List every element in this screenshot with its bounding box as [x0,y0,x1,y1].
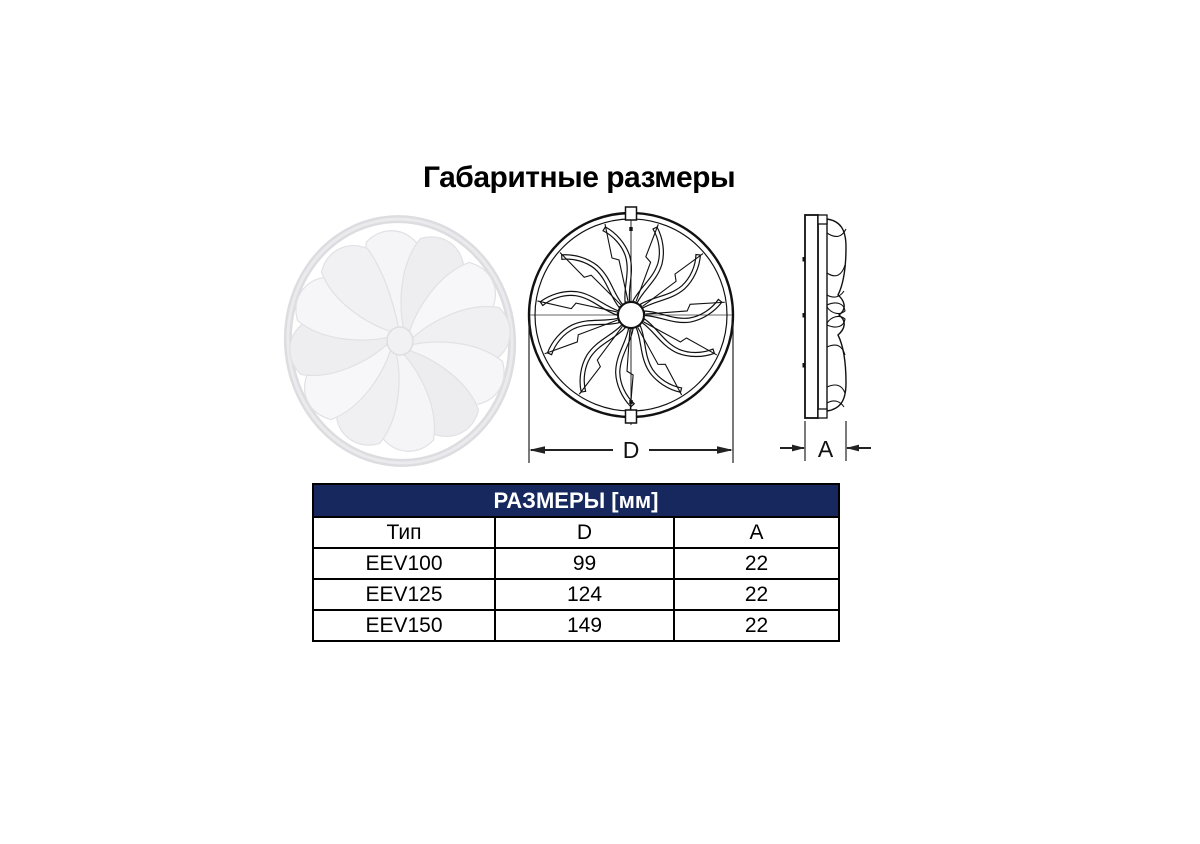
side-top-tab [818,215,827,224]
dimension-a-label: A [817,436,834,462]
dimension-arrow-right [846,445,859,452]
dimension-d-label: D [622,437,640,463]
cell-type: EEV100 [313,548,495,579]
bottom-tab [626,410,637,423]
dimension-arrow-right [717,446,733,454]
page-title: Габаритные размеры [423,161,736,194]
table-row [313,548,839,579]
cell-a: 22 [674,610,839,641]
cell-a: 22 [674,548,839,579]
column-header-type: Тип [313,517,495,548]
rim-profile-bar [805,215,818,418]
dimension-arrow-left [792,445,805,452]
cell-d: 149 [495,610,674,641]
dimension-arrow-left [529,446,545,454]
blade-silhouette [827,219,846,411]
table-title: РАЗМЕРЫ [мм] [313,484,839,517]
side-clip-mark-1 [803,257,806,262]
fan-front-view-drawing [505,195,760,473]
top-tab [626,207,637,220]
side-bottom-tab [818,409,827,418]
column-header-a: A [674,517,839,548]
table-row [313,610,839,641]
column-header-d: D [495,517,674,548]
side-clip-mark-3 [803,363,806,368]
dimension-a [780,421,871,462]
cell-type: EEV150 [313,610,495,641]
impeller-3d [278,209,524,471]
fan-side-view-drawing [778,195,878,473]
dimensions-table [312,483,840,642]
cell-type: EEV125 [313,579,495,610]
table-row [313,579,839,610]
hub-circle [618,302,644,328]
cell-d: 124 [495,579,674,610]
top-centerline-mark [629,227,632,231]
table-title-row [313,484,839,517]
fan-impeller-photo [278,209,526,471]
table-header-row [313,517,839,548]
bottom-centerline-mark [629,400,632,404]
cell-d: 99 [495,548,674,579]
side-clip-mark-2 [803,313,806,318]
cell-a: 22 [674,579,839,610]
